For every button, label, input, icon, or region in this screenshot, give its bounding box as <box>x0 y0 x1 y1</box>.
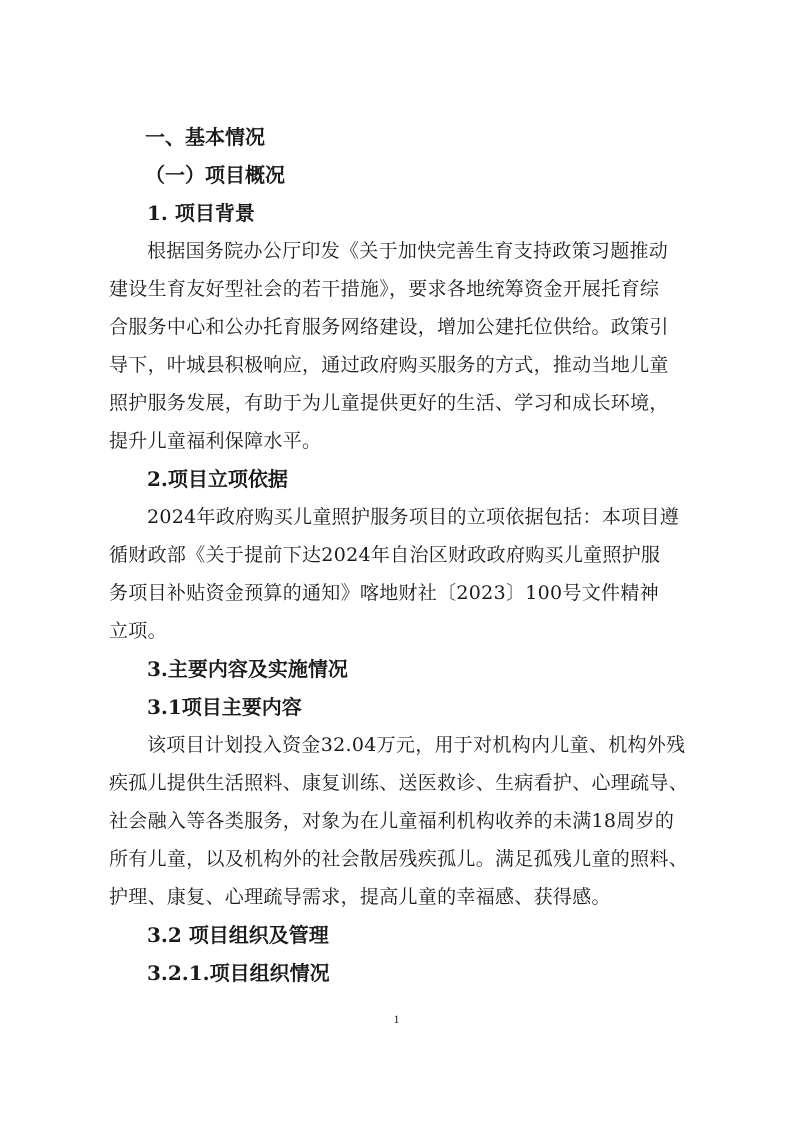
text-line: 务项目补贴资金预算的通知》喀地财社〔2023〕100号文件精神 <box>109 582 659 604</box>
document-body <box>109 118 699 992</box>
paragraph-project-main-content <box>109 726 699 916</box>
page-number: 1 <box>393 1012 400 1026</box>
text-line: 提升儿童福利保障水平。 <box>109 430 322 452</box>
text-line: 该项目计划投入资金32.04万元，用于对机构内儿童、机构外残 <box>147 734 686 756</box>
item-heading-project-organization-status: 3.2.1.项目组织情况 <box>147 961 330 985</box>
item-heading-project-organization-management: 3.2 项目组织及管理 <box>147 923 329 947</box>
item-heading-project-basis: 2.项目立项依据 <box>147 467 288 491</box>
text-line: 护理、康复、心理疏导需求，提高儿童的幸福感、获得感。 <box>109 886 611 908</box>
text-line: 循财政部《关于提前下达2024年自治区财政政府购买儿童照护服 <box>109 544 661 566</box>
item-heading-project-main-content: 3.1项目主要内容 <box>147 695 302 719</box>
item-heading-project-background: 1. 项目背景 <box>147 201 255 225</box>
text-line: 建设生育友好型社会的若干措施》，要求各地统筹资金开展托育综 <box>109 278 660 300</box>
text-line: 合服务中心和公办托育服务网络建设，增加公建托位供给。政策引 <box>109 316 669 338</box>
section-heading-basic-info: 一、基本情况 <box>145 125 265 149</box>
text-line: 立项。 <box>109 620 167 642</box>
text-line: 疾孤儿提供生活照料、康复训练、送医救诊、生病看护、心理疏导、 <box>109 772 689 794</box>
text-line: 社会融入等各类服务，对象为在儿童福利机构收养的未满18周岁的 <box>109 810 675 832</box>
item-heading-main-content-implementation: 3.主要内容及实施情况 <box>147 657 348 681</box>
paragraph-project-background <box>109 232 699 460</box>
text-line: 根据国务院办公厅印发《关于加快完善生育支持政策习题推动 <box>147 240 669 262</box>
text-line: 2024年政府购买儿童照护服务项目的立项依据包括：本项目遵 <box>147 506 680 528</box>
paragraph-project-basis <box>109 498 699 650</box>
subsection-heading-project-overview: （一）项目概况 <box>145 163 285 187</box>
text-line: 照护服务发展，有助于为儿童提供更好的生活、学习和成长环境， <box>109 392 669 414</box>
text-line: 导下，叶城县积极响应，通过政府购买服务的方式，推动当地儿童 <box>109 354 669 376</box>
text-line: 所有儿童，以及机构外的社会散居残疾孤儿。满足孤残儿童的照料、 <box>109 848 689 870</box>
